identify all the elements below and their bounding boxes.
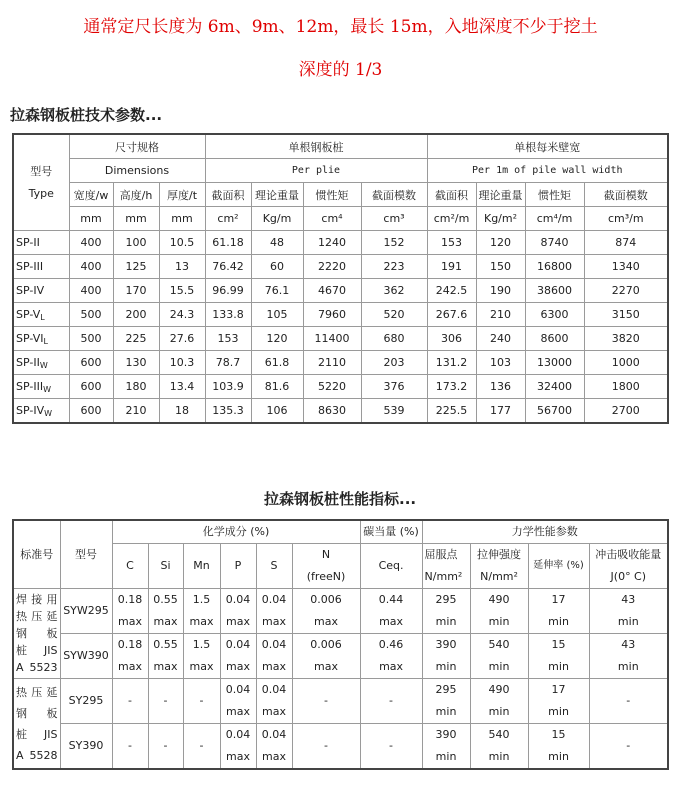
width-cell: 600 xyxy=(69,399,113,424)
modulus-cell: 362 xyxy=(361,279,427,303)
impact-header: 冲击吸收能量 J(0° C) xyxy=(589,544,668,589)
elongation-cell: 17 min xyxy=(528,679,589,724)
s-cell: 0.04 max xyxy=(256,679,292,724)
length-notice-line2: 深度的 1/3 xyxy=(298,60,383,80)
type-header: 型号 Type xyxy=(13,134,69,231)
area-cell: 135.3 xyxy=(205,399,251,424)
area-cell: 78.7 xyxy=(205,351,251,375)
wall-area-cell: 131.2 xyxy=(427,351,476,375)
elongation-cell: 17 min xyxy=(528,589,589,634)
width-header: 宽度/w xyxy=(69,183,113,207)
ceq-header: Ceq. xyxy=(360,544,422,589)
thickness-cell: 24.3 xyxy=(159,303,205,327)
si-header: Si xyxy=(148,544,183,589)
inertia-cell: 7960 xyxy=(303,303,361,327)
standard-jis-a5528: 热压延 钢板 桩 JIS A 5528 xyxy=(13,679,60,770)
inertia-unit: cm⁴ xyxy=(303,207,361,231)
width-cell: 400 xyxy=(69,279,113,303)
modulus-unit: cm³ xyxy=(361,207,427,231)
area-cell: 96.99 xyxy=(205,279,251,303)
impact-cell: 43 min xyxy=(589,634,668,679)
wall-modulus-header: 截面模数 xyxy=(584,183,668,207)
impact-cell: - xyxy=(589,724,668,770)
wall-area-header: 截面积 xyxy=(427,183,476,207)
wall-weight-header: 理论重量 xyxy=(476,183,525,207)
per-wall-header-cn: 单根每米壁宽 xyxy=(427,134,668,159)
p-cell: 0.04 max xyxy=(220,724,256,770)
mn-header: Mn xyxy=(183,544,220,589)
spec-table xyxy=(12,133,669,424)
ceq-cell: 0.44 max xyxy=(360,589,422,634)
wall-area-cell: 242.5 xyxy=(427,279,476,303)
type-cell: $SP-IV_W$ xyxy=(13,399,69,424)
modulus-cell: 152 xyxy=(361,231,427,255)
si-cell: 0.55 max xyxy=(148,634,183,679)
elongation-header: 延伸率 (%) xyxy=(528,544,589,589)
width-cell: 500 xyxy=(69,303,113,327)
wall-inertia-unit: cm⁴/m xyxy=(525,207,584,231)
p-cell: 0.04 max xyxy=(220,634,256,679)
table-row xyxy=(13,375,668,399)
mn-cell: - xyxy=(183,724,220,770)
wall-inertia-cell: 6300 xyxy=(525,303,584,327)
area-cell: 133.8 xyxy=(205,303,251,327)
area-unit: cm² xyxy=(205,207,251,231)
s-header: S xyxy=(256,544,292,589)
wall-weight-cell: 177 xyxy=(476,399,525,424)
grade-cell: SYW295 xyxy=(60,589,112,634)
p-cell: 0.04 max xyxy=(220,589,256,634)
weight-unit: Kg/m xyxy=(251,207,303,231)
height-cell: 100 xyxy=(113,231,159,255)
modulus-cell: 223 xyxy=(361,255,427,279)
performance-table xyxy=(12,519,669,770)
c-cell: - xyxy=(112,679,148,724)
wall-weight-cell: 103 xyxy=(476,351,525,375)
grade-cell: SY390 xyxy=(60,724,112,770)
wall-area-unit: cm²/m xyxy=(427,207,476,231)
impact-cell: 43 min xyxy=(589,589,668,634)
s-cell: 0.04 max xyxy=(256,589,292,634)
wall-area-cell: 267.6 xyxy=(427,303,476,327)
dimensions-header-en: Dimensions xyxy=(69,159,205,183)
type-cell: $SP-II_W$ xyxy=(13,351,69,375)
inertia-cell: 1240 xyxy=(303,231,361,255)
wall-area-cell: 306 xyxy=(427,327,476,351)
si-cell: - xyxy=(148,679,183,724)
thickness-cell: 13.4 xyxy=(159,375,205,399)
n-cell: - xyxy=(292,724,360,770)
thickness-header: 厚度/t xyxy=(159,183,205,207)
length-notice-line1: 通常定尺长度为 6m、9m、12m，最长 15m，入地深度不少于挖土 xyxy=(83,17,598,37)
width-cell: 400 xyxy=(69,231,113,255)
grade-cell: SY295 xyxy=(60,679,112,724)
yield-header: 屈服点 N/mm² xyxy=(422,544,470,589)
modulus-cell: 539 xyxy=(361,399,427,424)
inertia-cell: 8630 xyxy=(303,399,361,424)
wall-modulus-cell: 2700 xyxy=(584,399,668,424)
table-row xyxy=(13,399,668,424)
wall-inertia-header: 惯性矩 xyxy=(525,183,584,207)
n-header: N (freeN) xyxy=(292,544,360,589)
tensile-cell: 540 min xyxy=(470,724,528,770)
thickness-cell: 15.5 xyxy=(159,279,205,303)
table-row xyxy=(13,231,668,255)
si-cell: - xyxy=(148,724,183,770)
si-cell: 0.55 max xyxy=(148,589,183,634)
c-cell: 0.18 max xyxy=(112,589,148,634)
width-unit: mm xyxy=(69,207,113,231)
wall-area-cell: 225.5 xyxy=(427,399,476,424)
weight-cell: 106 xyxy=(251,399,303,424)
wall-modulus-cell: 2270 xyxy=(584,279,668,303)
height-cell: 130 xyxy=(113,351,159,375)
area-cell: 61.18 xyxy=(205,231,251,255)
weight-cell: 61.8 xyxy=(251,351,303,375)
wall-modulus-cell: 1000 xyxy=(584,351,668,375)
wall-modulus-cell: 1340 xyxy=(584,255,668,279)
spec-section-title: 拉森钢板桩技术参数... xyxy=(10,106,163,124)
per-wall-header-en: Per 1m of pile wall width xyxy=(427,159,668,183)
thickness-cell: 18 xyxy=(159,399,205,424)
wall-inertia-cell: 8740 xyxy=(525,231,584,255)
ceq-cell: - xyxy=(360,679,422,724)
c-header: C xyxy=(112,544,148,589)
wall-weight-cell: 240 xyxy=(476,327,525,351)
modulus-cell: 680 xyxy=(361,327,427,351)
table-row xyxy=(13,351,668,375)
type-cell: SP-III xyxy=(13,255,69,279)
area-cell: 76.42 xyxy=(205,255,251,279)
wall-weight-unit: Kg/m² xyxy=(476,207,525,231)
mn-cell: 1.5 max xyxy=(183,589,220,634)
inertia-header: 惯性矩 xyxy=(303,183,361,207)
thickness-cell: 13 xyxy=(159,255,205,279)
table-row xyxy=(13,255,668,279)
yield-cell: 390 min xyxy=(422,724,470,770)
width-cell: 600 xyxy=(69,375,113,399)
n-cell: - xyxy=(292,679,360,724)
wall-area-cell: 191 xyxy=(427,255,476,279)
height-cell: 125 xyxy=(113,255,159,279)
wall-inertia-cell: 56700 xyxy=(525,399,584,424)
wall-area-cell: 153 xyxy=(427,231,476,255)
mechanical-header: 力学性能参数 xyxy=(422,520,668,544)
type-cell: $SP-III_W$ xyxy=(13,375,69,399)
modulus-cell: 203 xyxy=(361,351,427,375)
modulus-header: 截面模数 xyxy=(361,183,427,207)
c-cell: - xyxy=(112,724,148,770)
p-cell: 0.04 max xyxy=(220,679,256,724)
wall-weight-cell: 210 xyxy=(476,303,525,327)
weight-cell: 76.1 xyxy=(251,279,303,303)
area-header: 截面积 xyxy=(205,183,251,207)
grade-cell: SYW390 xyxy=(60,634,112,679)
c-cell: 0.18 max xyxy=(112,634,148,679)
weight-header: 理论重量 xyxy=(251,183,303,207)
weight-cell: 48 xyxy=(251,231,303,255)
inertia-cell: 5220 xyxy=(303,375,361,399)
wall-inertia-cell: 8600 xyxy=(525,327,584,351)
per-pile-header-cn: 单根钢板桩 xyxy=(205,134,427,159)
modulus-cell: 520 xyxy=(361,303,427,327)
table-row xyxy=(13,279,668,303)
impact-cell: - xyxy=(589,679,668,724)
elongation-cell: 15 min xyxy=(528,634,589,679)
type-cell: SP-II xyxy=(13,231,69,255)
area-cell: 153 xyxy=(205,327,251,351)
type-cell: $SP-VI_L$ xyxy=(13,327,69,351)
table-row xyxy=(13,327,668,351)
width-cell: 400 xyxy=(69,255,113,279)
thickness-cell: 10.3 xyxy=(159,351,205,375)
ceq-cell: 0.46 max xyxy=(360,634,422,679)
tensile-cell: 490 min xyxy=(470,589,528,634)
inertia-cell: 2110 xyxy=(303,351,361,375)
s-cell: 0.04 max xyxy=(256,634,292,679)
wall-inertia-cell: 38600 xyxy=(525,279,584,303)
width-cell: 600 xyxy=(69,351,113,375)
type-cell: $SP-V_L$ xyxy=(13,303,69,327)
wall-weight-cell: 120 xyxy=(476,231,525,255)
wall-weight-cell: 190 xyxy=(476,279,525,303)
height-cell: 225 xyxy=(113,327,159,351)
type-cell: SP-IV xyxy=(13,279,69,303)
thickness-cell: 27.6 xyxy=(159,327,205,351)
wall-modulus-cell: 3150 xyxy=(584,303,668,327)
wall-weight-cell: 136 xyxy=(476,375,525,399)
chemical-header: 化学成分 (%) xyxy=(112,520,360,544)
table-row xyxy=(13,303,668,327)
height-cell: 180 xyxy=(113,375,159,399)
wall-inertia-cell: 13000 xyxy=(525,351,584,375)
yield-cell: 295 min xyxy=(422,589,470,634)
thickness-unit: mm xyxy=(159,207,205,231)
perf-section-title: 拉森钢板桩性能指标... xyxy=(264,490,417,508)
mn-cell: - xyxy=(183,679,220,724)
thickness-cell: 10.5 xyxy=(159,231,205,255)
height-header: 高度/h xyxy=(113,183,159,207)
per-pile-header-en: Per plie xyxy=(205,159,427,183)
grade-header: 型号 xyxy=(60,520,112,589)
n-cell: 0.006 max xyxy=(292,589,360,634)
n-cell: 0.006 max xyxy=(292,634,360,679)
wall-modulus-cell: 1800 xyxy=(584,375,668,399)
height-cell: 170 xyxy=(113,279,159,303)
inertia-cell: 4670 xyxy=(303,279,361,303)
wall-modulus-cell: 3820 xyxy=(584,327,668,351)
modulus-cell: 376 xyxy=(361,375,427,399)
ceq-cell: - xyxy=(360,724,422,770)
s-cell: 0.04 max xyxy=(256,724,292,770)
dimensions-header-cn: 尺寸规格 xyxy=(69,134,205,159)
standard-jis-a5523: 焊接用 热压延 钢板 桩 JIS A 5523 xyxy=(13,589,60,679)
wall-modulus-unit: cm³/m xyxy=(584,207,668,231)
tensile-header: 拉伸强度 N/mm² xyxy=(470,544,528,589)
carbon-header: 碳当量 (%) xyxy=(360,520,422,544)
yield-cell: 295 min xyxy=(422,679,470,724)
wall-inertia-cell: 16800 xyxy=(525,255,584,279)
standard-header: 标准号 xyxy=(13,520,60,589)
yield-cell: 390 min xyxy=(422,634,470,679)
height-cell: 210 xyxy=(113,399,159,424)
weight-cell: 120 xyxy=(251,327,303,351)
wall-modulus-cell: 874 xyxy=(584,231,668,255)
weight-cell: 60 xyxy=(251,255,303,279)
inertia-cell: 2220 xyxy=(303,255,361,279)
area-cell: 103.9 xyxy=(205,375,251,399)
wall-weight-cell: 150 xyxy=(476,255,525,279)
elongation-cell: 15 min xyxy=(528,724,589,770)
height-cell: 200 xyxy=(113,303,159,327)
weight-cell: 105 xyxy=(251,303,303,327)
weight-cell: 81.6 xyxy=(251,375,303,399)
tensile-cell: 540 min xyxy=(470,634,528,679)
inertia-cell: 11400 xyxy=(303,327,361,351)
wall-inertia-cell: 32400 xyxy=(525,375,584,399)
height-unit: mm xyxy=(113,207,159,231)
mn-cell: 1.5 max xyxy=(183,634,220,679)
p-header: P xyxy=(220,544,256,589)
tensile-cell: 490 min xyxy=(470,679,528,724)
wall-area-cell: 173.2 xyxy=(427,375,476,399)
width-cell: 500 xyxy=(69,327,113,351)
